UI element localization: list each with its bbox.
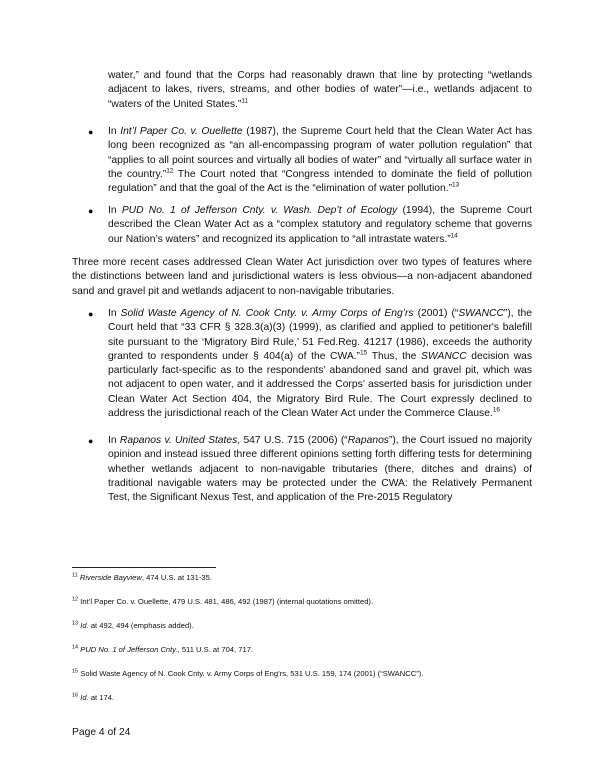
footnote-number: 12 [72,596,79,603]
case-name: Solid Waste Agency of N. Cook Cnty. v. Army Corps of Eng’rs [120,308,414,319]
continuation-text: water,” and found that the Corps had reasonably drawn that line by protecting “wetlands adjacent to lakes, rivers, streams, and other bodies of water”—i.e., wetlands adjacent to “waters of the United States.” [108,70,532,110]
case-short-name: Rapanos [347,435,389,446]
footnote: $^{16}$ Id. at 174. [72,692,115,702]
footnote-number: 13 [72,620,79,627]
footnote-ref: 14 [450,232,458,240]
case-name: PUD No. 1 of Jefferson Cnty. v. Wash. Dep’t of Ecology [121,205,398,216]
list-item: ● In Solid Waste Agency of N. Cook Cnty. v. Army Corps of Eng’rs (2001) (“SWANCC”), the Court held that “33 CFR § 328.3(a)(3) (1999), as clarified and applied to petitioner's balefill site pursuant to the ‘Migratory Bird Rule,’ 51 Fed.Reg. 41217 (1986), exceeds the authority granted to respondents under § 404(a) of the CWA.”$^{15}$ Thus, the SWANCC decision was particularly fact-specific as to the respondents’ abandoned sand and gravel pit, which was not adjacent to open water, and it addressed the Corps’ asserted basis for jurisdiction under Clean Water Act Section 404, the Migratory Bird Rule. The Court expressly declined to address the jurisdictional reach of the Clean Water Act under the Commerce Clause.$^{16}$ [88,308,533,420]
case-short-name: SWANCC [458,308,504,319]
footnote-number: 15 [72,668,79,675]
footnote-ref: 15 [360,349,368,357]
continuation-paragraph [108,69,532,112]
footnote-number: 11 [72,572,78,579]
case-name: Int’l Paper Co. v. Ouellette [120,126,243,137]
footnote-ref: 13 [452,181,460,189]
bullet-icon: ● [88,309,94,319]
list-item: ● In Rapanos v. United States, 547 U.S. 715 (2006) (“Rapanos”), the Court issued no majority opinion and instead issued three different opinions setting forth differing tests for determining whether wetlands adjacent to non-navigable tributaries (there, ditches and drains) of traditional navigable waters may be protected under the CWA: the Relatively Permanent Test, the Significant Nexus Test, and application of the Pre-2015 Regulatory [88,435,532,504]
footnote-number: 16 [72,692,79,699]
bullet-icon: ● [88,206,94,216]
page-number: Page 4 of 24 [72,727,131,738]
footnote-divider [72,567,216,568]
case-short-name: SWANCC [421,350,467,362]
footnote-ref: 11 [241,97,249,105]
footnote-number: 14 [72,644,79,651]
footnote-ref: 16 [492,406,501,414]
footnote-ref: 12 [166,167,174,175]
footnote: $^{12}$ Int’l Paper Co. v. Ouellette, 479 U.S. 481, 486, 492 (1987) (internal quotations omitted). [72,596,374,606]
case-name: Rapanos v. United States [119,435,238,446]
body-paragraph: Three more recent cases addressed Clean Water Act jurisdiction over two types of features where the distinctions between land and jurisdictional waters is less obvious—a non-adjacent abandoned sand and gravel pit and wetlands adjacent to non-navigable tributaries. [72,257,532,297]
footnote: $^{15}$ Solid Waste Agency of N. Cook Cnty. v. Army Corps of Eng’rs, 531 U.S. 159, 174 (2001) (“SWANCC”). [72,668,424,678]
list-item: ● In PUD No. 1 of Jefferson Cnty. v. Wash. Dep’t of Ecology (1994), the Supreme Court described the Clean Water Act as a “complex statutory and regulatory scheme that governs our Nation’s waters” and recognized its application to “all intrastate waters.”$^{14}$ [88,205,532,245]
footnote: $^{11}$ Riverside Bayview, 474 U.S. at 131-35. [72,572,212,582]
footnote: $^{14}$ PUD No. 1 of Jefferson Cnty., 511 U.S. at 704, 717. [72,644,254,654]
bullet-icon: ● [88,127,94,137]
bullet-icon: ● [88,436,94,446]
footnote: $^{13}$ Id. at 492, 494 (emphasis added). [72,620,194,630]
list-item: ● In Int’l Paper Co. v. Ouellette (1987), the Supreme Court held that the Clean Water Act has long been recognized as “an all-encompassing program of water pollution regulation” that “applies to all point sources and virtually all bodies of water” and “virtually all surface water in the country.”$^{12}$ The Court noted that “Congress intended to dominate the field of pollution regulation” and that the goal of the Act is the “elimination of water pollution.”$^{13}$ [88,126,533,195]
